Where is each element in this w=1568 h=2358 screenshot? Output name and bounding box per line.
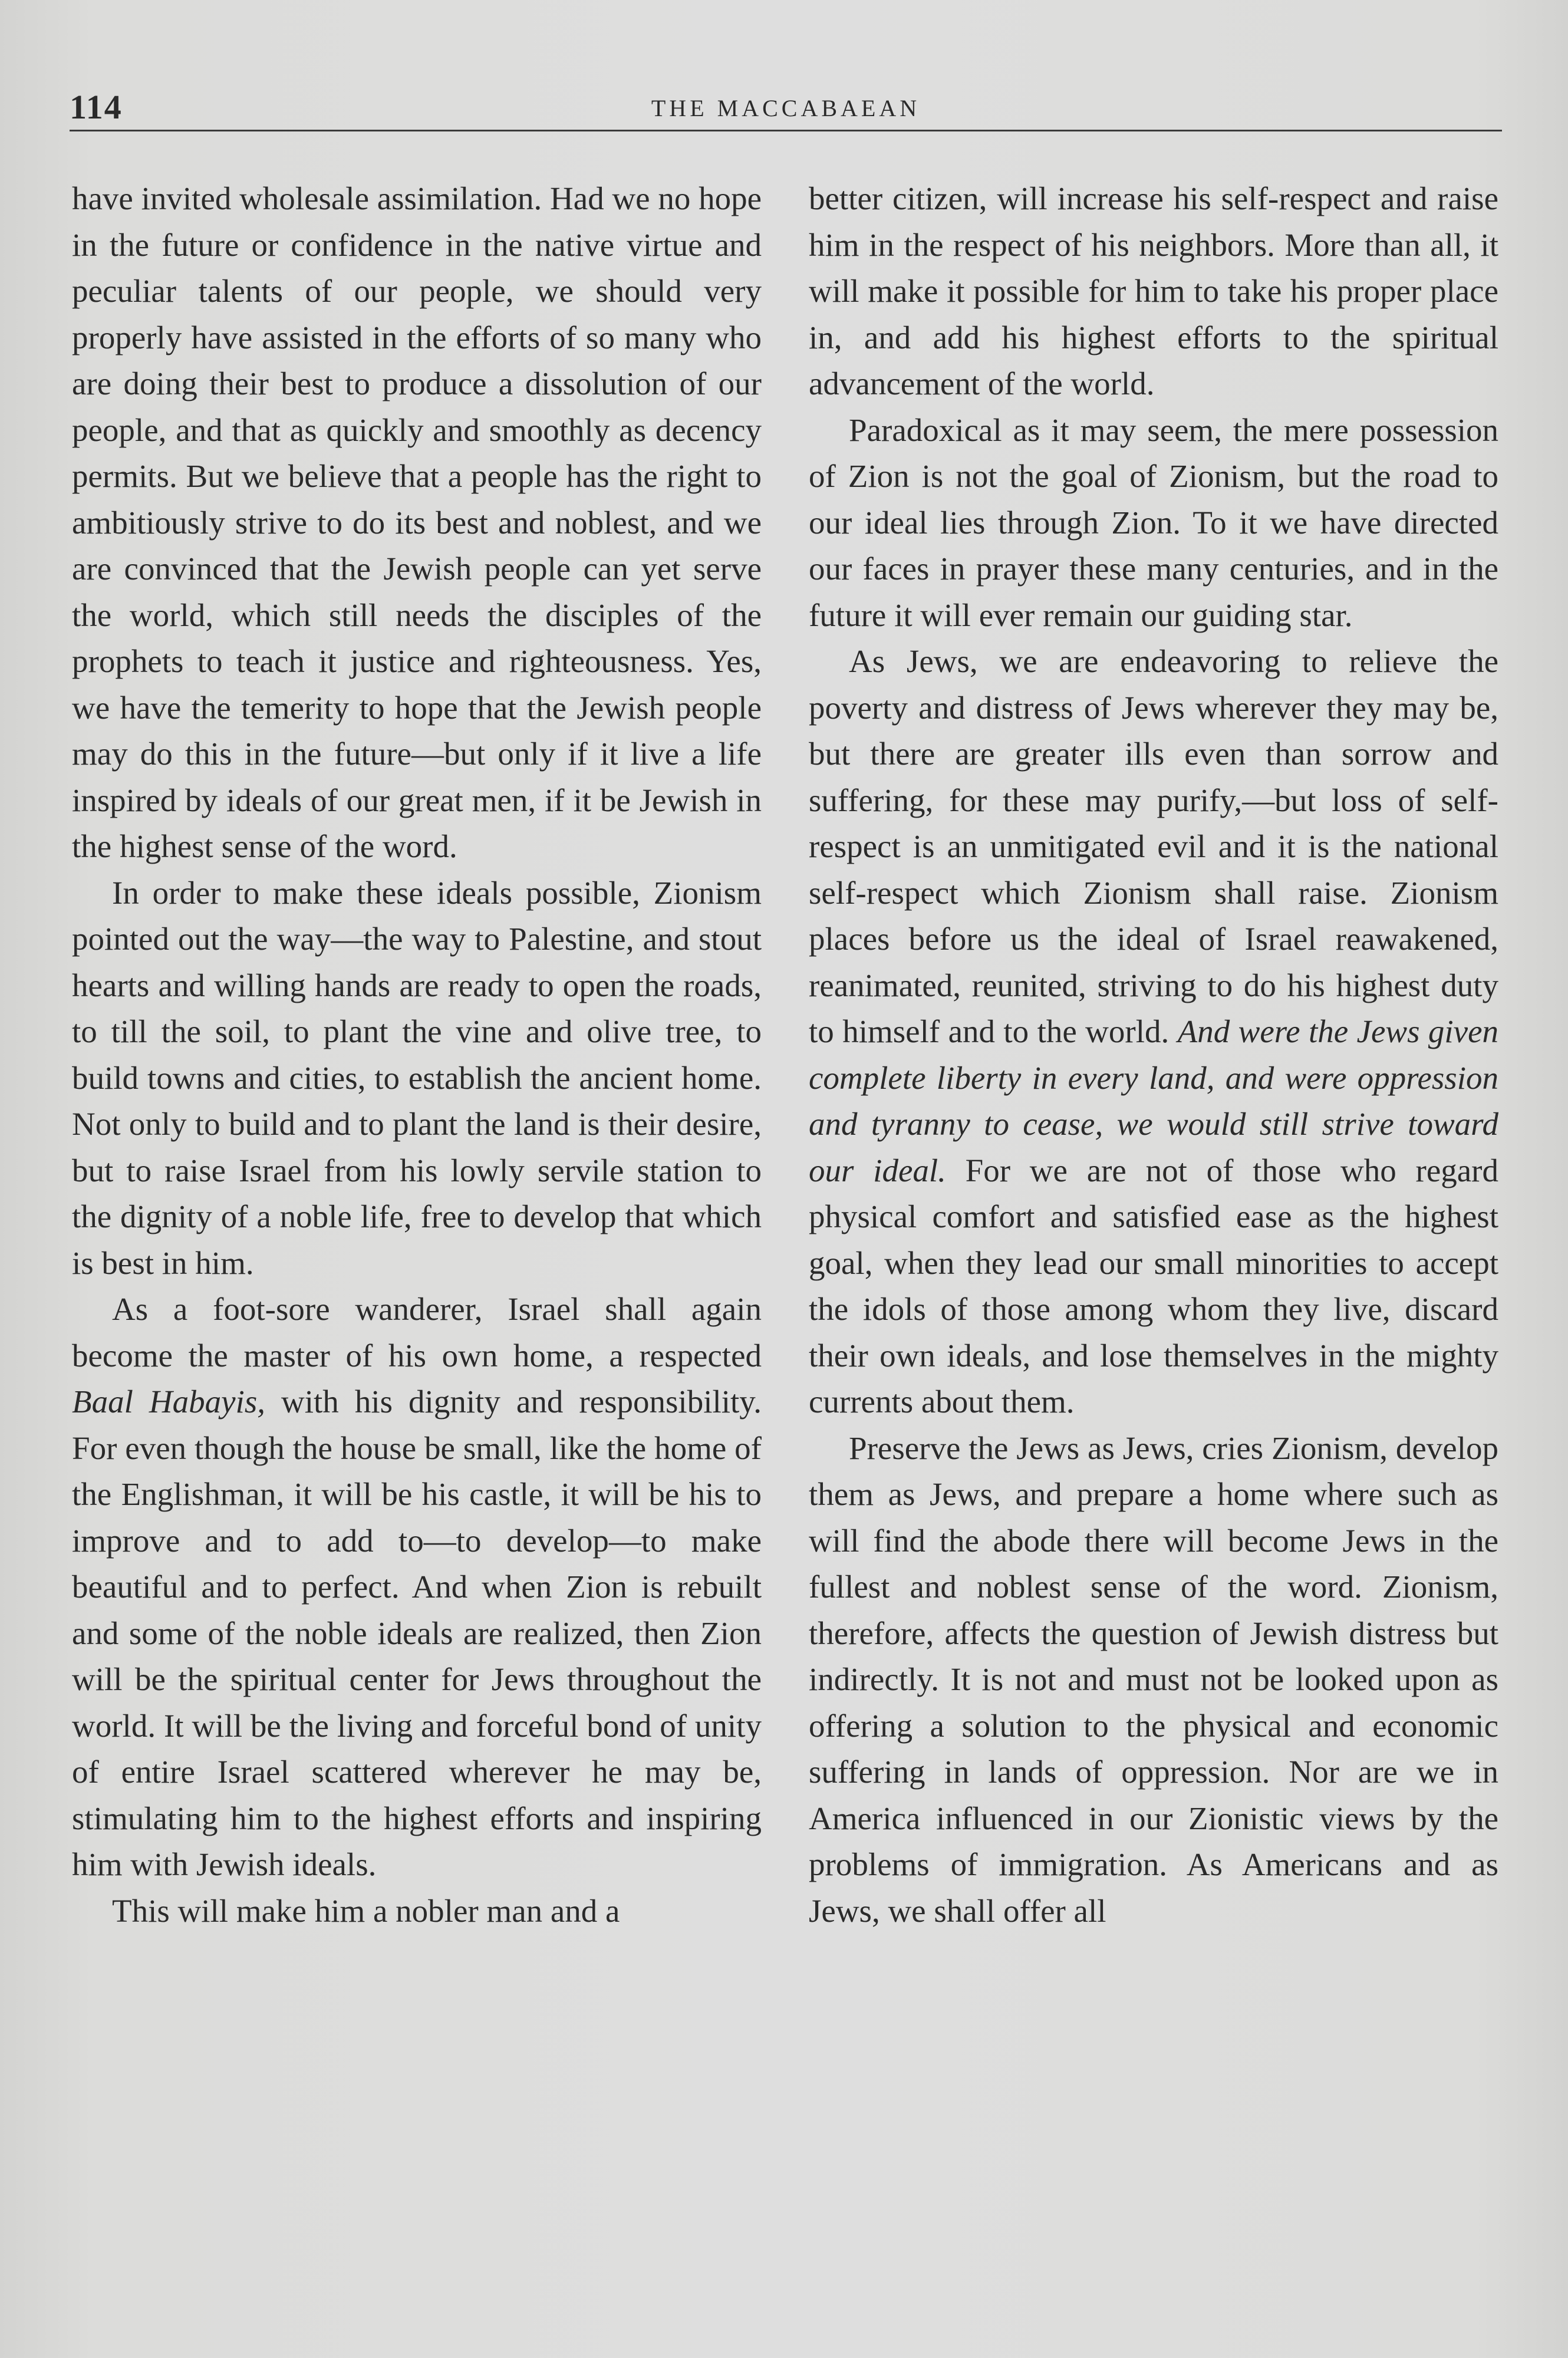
header-rule [70,130,1502,131]
paragraph: In order to make these ideals possible, Zionism pointed out the way—the way to Palestine, and stout hearts and willing hands are ready to open the roads, to till the soil, to plant the vine and olive tree, to build towns and cities, to establish the ancient home. Not only to build and to plant the land is their desire, but to raise Israel from his lowly servile station to the dignity of a noble life, free to develop that which is best in him. [72,874,762,1281]
italic-text: Baal Habayis, [72,1384,265,1420]
text-run: As Jews, we are endeavoring to relieve the poverty and distress of Jews wherever they may be, but there are greater ills even than sorrow and suffering, for these may purify,—but loss of self-respect is an unmitigated evil and it is the national self-respect which Zionism shall raise. Zionism places before us the ideal of Israel reawakened, reanimated, reunited, striving to do his highest duty to himself and to the world. [809,643,1498,1049]
paragraph: Paradoxical as it may seem, the mere possession of Zion is not the goal of Zionism, but the road to our ideal lies through Zion. To it we have directed our faces in prayer these many centuries, and in the future it will ever remain our guiding star. [809,411,1498,633]
paragraph [809,638,1498,1425]
text-run: As a foot-sore wanderer, Israel shall again become the master of his own home, a respected [72,1291,762,1374]
page-header [70,87,1502,134]
paragraph: better citizen, will increase his self-respect and raise him in the respect of his neighbors. More than all, it will make it possible for him to take his proper place in, and add his highest efforts to the spiritual advancement of the world. [809,180,1498,401]
text-run: For we are not of those who regard physical comfort and satisfied ease as the highest goal, when they lead our small minorities to accept the idols of those among whom they live, discard their own ideals, and lose themselves in the mighty currents about them. [809,1152,1498,1420]
running-head: THE MACCABAEAN [651,95,921,121]
paragraph: This will make him a nobler man and a [112,1892,620,1929]
paragraph [72,1286,762,1888]
italic-text: And were the Jews given complete liberty in every land, and were oppression and tyranny to cease, we would still strive toward our ideal. [809,1013,1498,1188]
paragraph: have invited wholesale assimilation. Had we no hope in the future or confidence in the native virtue and peculiar talents of our people, we should very properly have assisted in the efforts of so many who are doing their best to produce a dissolution of our people, and that as quickly and smoothly as decency permits. But we believe that a people has the right to ambitiously strive to do its best and noblest, and we are convinced that the Jewish people can yet serve the world, which still needs the disciples of the prophets to teach it justice and righteousness. Yes, we have the temerity to hope that the Jewish people may do this in the future—but only if it live a life inspired by ideals of our great men, if it be Jewish in the highest sense of the word. [72,180,762,864]
text-run: with his dignity and responsibility. For even though the house be small, like the home of the Englishman, it will be his castle, it will be his to improve and to add to—to develop—to make beautiful and to perfect. And when Zion is rebuilt and some of the noble ideals are realized, then Zion will be the spiritual center for Jews throughout the world. It will be the living and forceful bond of unity of entire Israel scattered wherever he may be, stimulating him to the highest efforts and inspiring him with Jewish ideals. [72,1384,762,1882]
paragraph: Preserve the Jews as Jews, cries Zionism, develop them as Jews, and prepare a home where such as will find the abode there will become Jews in the fullest and noblest sense of the word. Zionism, therefore, affects the question of Jewish distress but indirectly. It is not and must not be looked upon as offering a solution to the physical and economic suffering in lands of oppression. Nor are we in America influenced in our Zionistic views by the problems of immigration. As Americans and as Jews, we shall offer all [809,1430,1498,1929]
left-column [72,176,762,1934]
page-number: 114 [70,88,123,126]
right-column [809,176,1498,1934]
